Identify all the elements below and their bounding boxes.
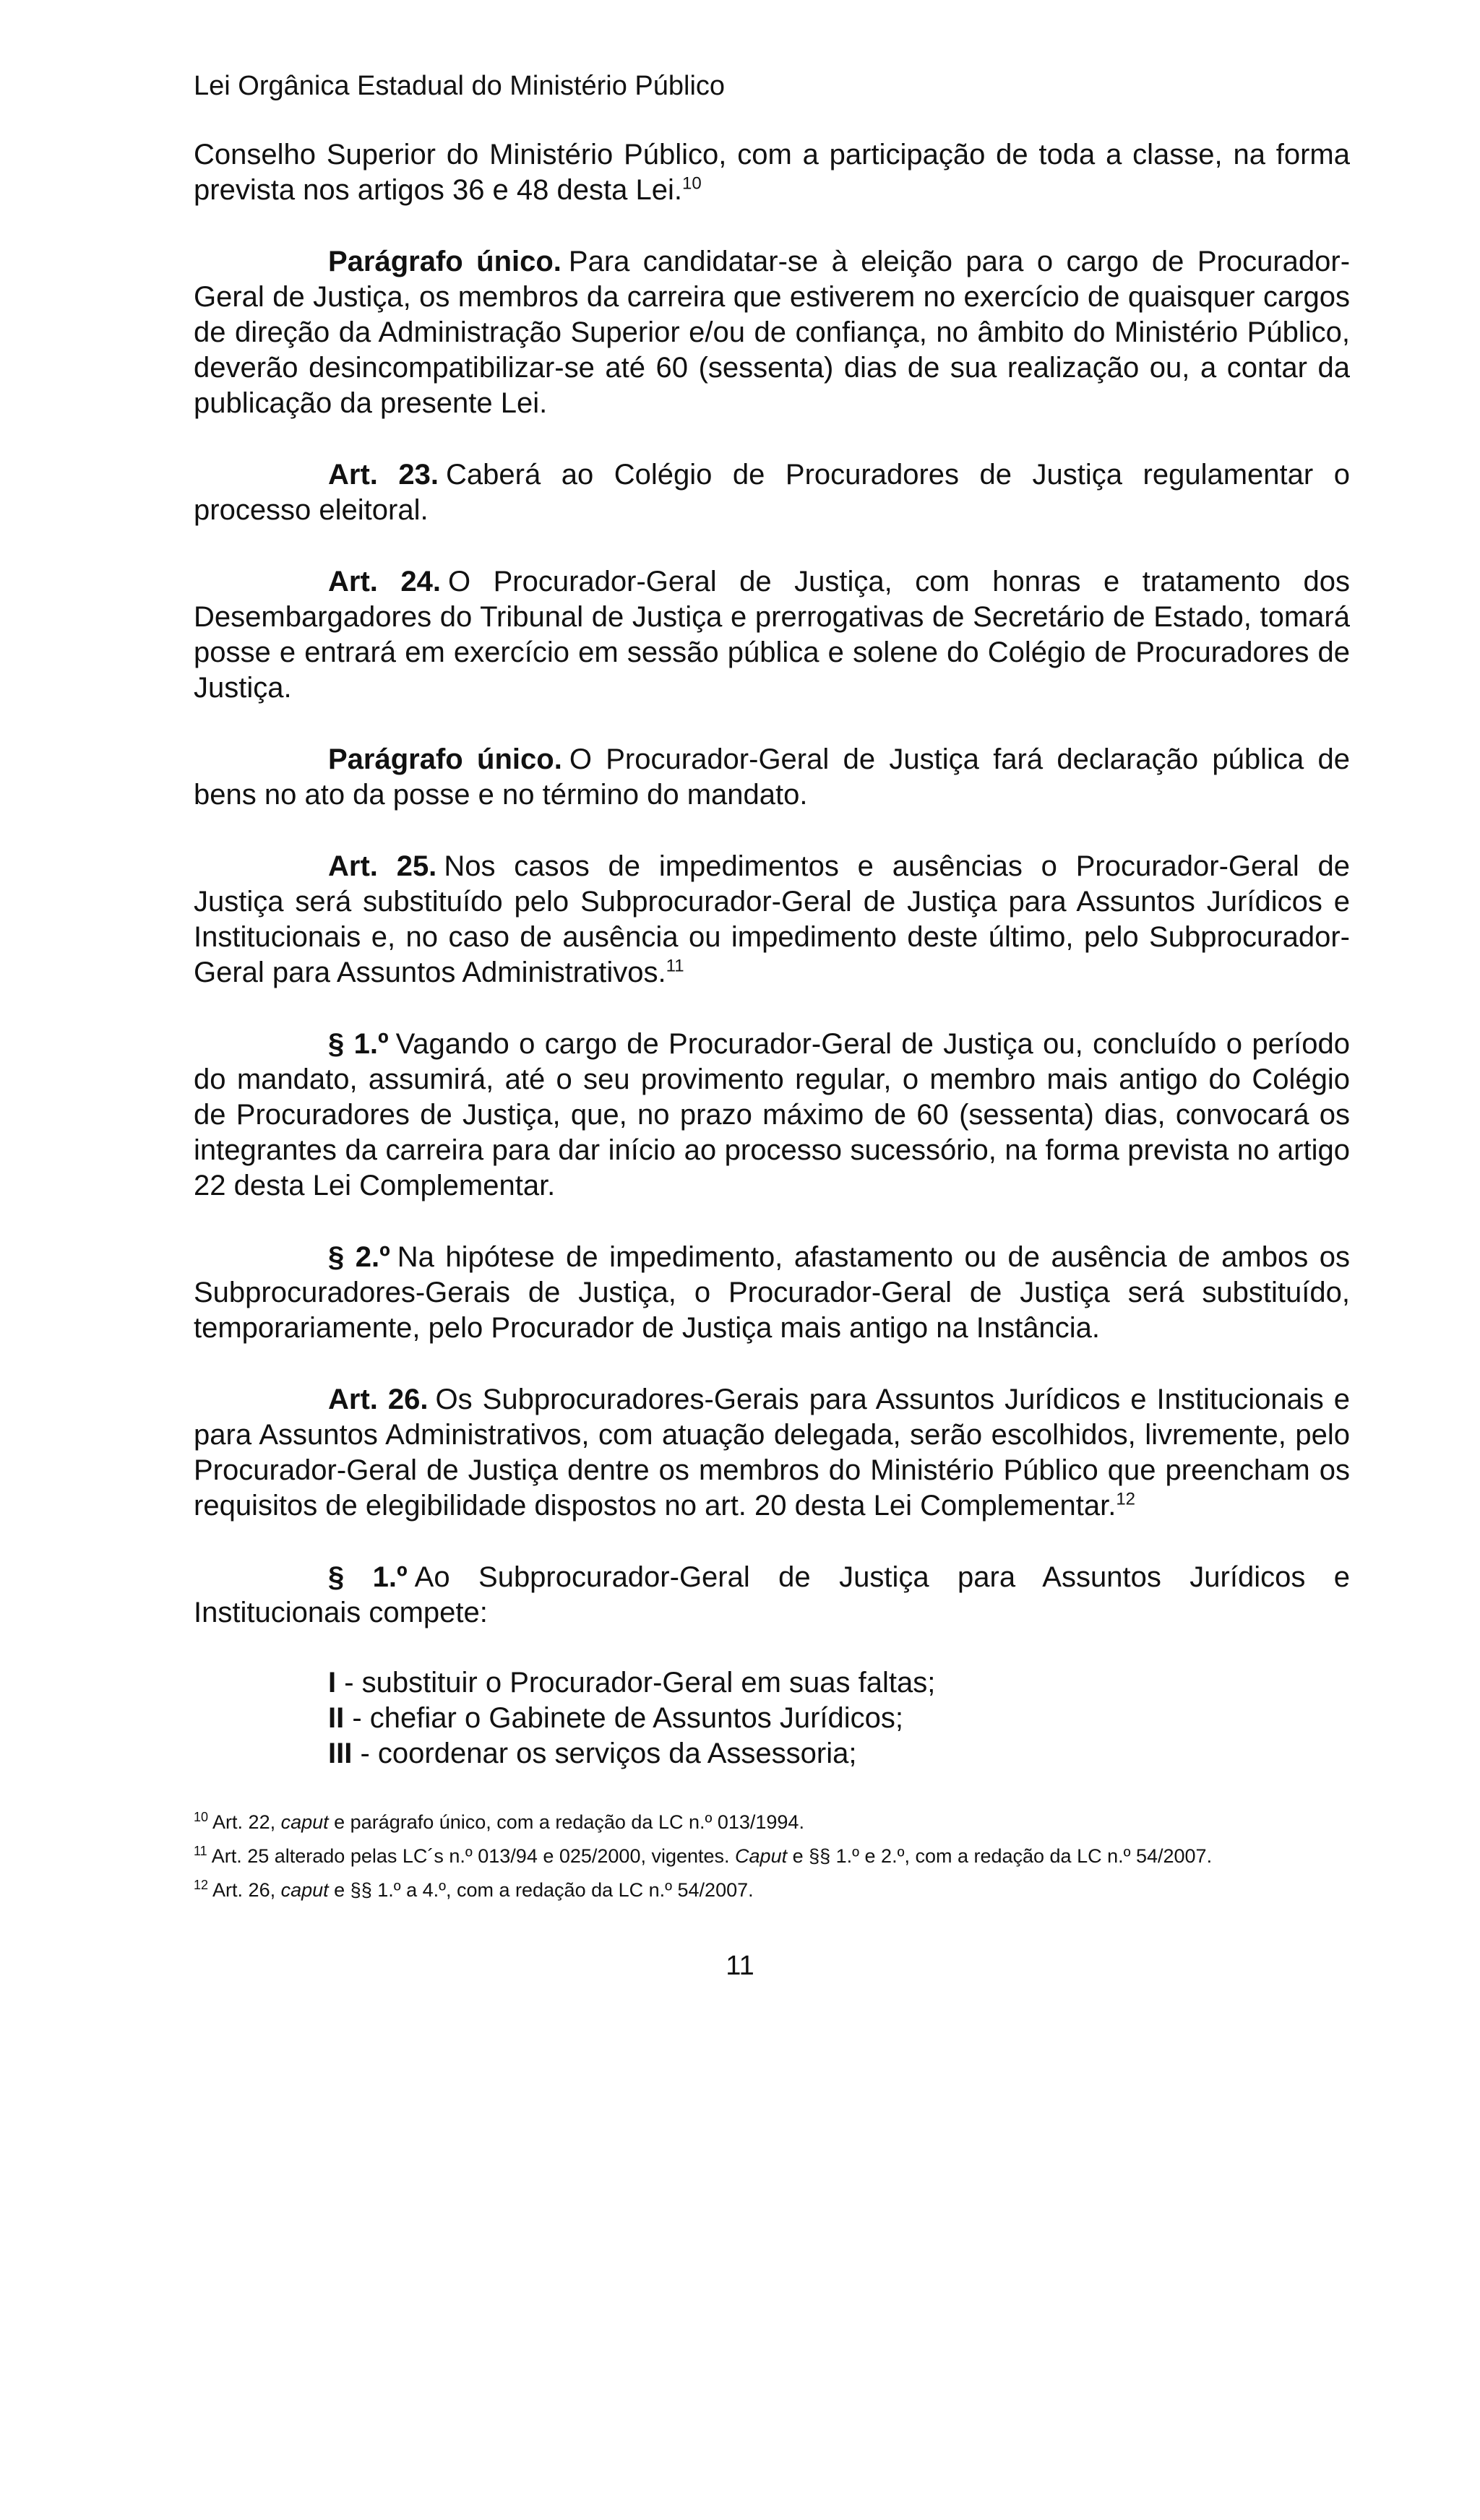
footnote-ref-10: 10 [681,173,702,194]
art25-section-2 [194,1240,1350,1346]
article-text: Os Subprocuradores-Gerais para Assuntos Jurídicos e Institucionais e para Assuntos Administrativos, com atuação delegada, serão escolhidos, livremente, pelo Procurador-Geral de Justiça dentre os membros do Ministério Público que preencham os requisitos de elegibilidade dispostos no art. 20 desta Lei Complementar. [194,1384,1351,1522]
footnote-10 [194,1809,1350,1836]
item-text: - chefiar o Gabinete de Assuntos Jurídicos; [352,1702,903,1734]
item-number: III [328,1738,353,1769]
article-23 [194,457,1350,528]
intro-paragraph [194,137,1350,208]
article-label: Art. 23. [328,459,439,491]
footnote-number: 10 [194,1810,209,1824]
footnote-text-pre: Art. 22, [212,1811,281,1833]
footnote-ref-11: 11 [666,956,684,976]
art26-section-1 [194,1560,1350,1631]
list-item [328,1701,1350,1736]
footnote-ref-12: 12 [1116,1489,1136,1509]
paragraph-label: Parágrafo único. [328,246,562,277]
art24-paragrafo-unico [194,742,1350,813]
article-label: Art. 24. [328,566,441,597]
list-item [328,1736,1350,1772]
item-number: I [328,1667,337,1699]
footnote-text-post: e parágrafo único, com a redação da LC n.º 013/1994. [328,1811,804,1833]
paragraph-text: Para candidatar-se à eleição para o cargo de Procurador-Geral de Justiça, os membros da carreira que estiverem no exercício de quaisquer cargos de direção da Administração Superior e/ou de confiança, no âmbito do Ministério Público, deverão desincompatibilizar-se até 60 (sessenta) dias de sua realização ou, a contar da publicação da presente Lei. [194,246,1351,419]
footnote-text-pre: Art. 26, [212,1879,281,1901]
footnote-11 [194,1843,1350,1870]
article-label: Art. 26. [328,1384,429,1415]
footnote-number: 11 [194,1844,207,1858]
item-number: II [328,1702,345,1734]
list-item [328,1665,1350,1701]
footnote-text-pre: Art. 25 alterado pelas LC´s n.º 013/94 e 025/2000, vigentes. [211,1845,736,1867]
section-text: Ao Subprocurador-Geral de Justiça para Assuntos Jurídicos e Institucionais compete: [194,1561,1351,1628]
item-text: - coordenar os serviços da Assessoria; [360,1738,857,1769]
art25-section-1 [194,1027,1350,1204]
footnote-text-em: caput [280,1879,329,1901]
page-number: 11 [726,1951,754,1981]
footnote-12 [194,1877,1350,1904]
article-25 [194,849,1350,991]
section-text: Vagando o cargo de Procurador-Geral de Justiça ou, concluído o período do mandato, assumirá, até o seu provimento regular, o membro mais antigo do Colégio de Procuradores de Justiça, que, no prazo máximo de 60 (sessenta) dias, convocará os integrantes da carreira para dar início ao processo sucessório, na forma prevista no artigo 22 desta Lei Complementar. [194,1028,1351,1201]
article-label: Art. 25. [328,850,437,882]
section-label: § 1.º [328,1561,408,1593]
article-text: O Procurador-Geral de Justiça, com honras e tratamento dos Desembargadores do Tribunal de Justiça e prerrogativas de Secretário de Estado, tomará posse e entrará em exercício em sessão pública e solene do Colégio de Procuradores de Justiça. [194,566,1350,704]
section-label: § 1.º [328,1028,389,1060]
document-body [194,137,1350,1772]
running-header: Lei Orgânica Estadual do Ministério Público [194,71,726,101]
item-text: - substituir o Procurador-Geral em suas faltas; [344,1667,936,1699]
footnote-text-post: e §§ 1.º e 2.º, com a redação da LC n.º 54/2007. [787,1845,1213,1867]
intro-text: Conselho Superior do Ministério Público, com a participação de toda a classe, na forma prevista nos artigos 36 e 48 desta Lei. [194,139,1350,206]
article-text: Nos casos de impedimentos e ausências o Procurador-Geral de Justiça será substituído pelo Subprocurador-Geral de Justiça para Assuntos Jurídicos e Institucionais e, no caso de ausência ou impedimento deste último, pelo Subprocurador-Geral para Assuntos Administrativos. [194,850,1351,988]
section-label: § 2.º [328,1241,390,1273]
paragraph-text: O Procurador-Geral de Justiça fará declaração pública de bens no ato da posse e no término do mandato. [194,743,1350,811]
section-text: Na hipótese de impedimento, afastamento ou de ausência de ambos os Subprocuradores-Gerais de Justiça, o Procurador-Geral de Justiça será substituído, temporariamente, pelo Procurador de Justiça mais antigo na Instância. [194,1241,1351,1344]
footnotes [194,1809,1350,1911]
footnote-text-em: Caput [735,1845,788,1867]
article-24 [194,564,1350,706]
competence-list [328,1665,1350,1772]
article-26 [194,1382,1350,1524]
footnote-number: 12 [194,1878,209,1892]
paragraph-label: Parágrafo único. [328,743,562,775]
article-text: Caberá ao Colégio de Procuradores de Justiça regulamentar o processo eleitoral. [194,459,1350,526]
footnote-text-em: caput [280,1811,329,1833]
footnote-text-post: e §§ 1.º a 4.º, com a redação da LC n.º 54/2007. [328,1879,754,1901]
art22-paragrafo-unico [194,244,1350,421]
